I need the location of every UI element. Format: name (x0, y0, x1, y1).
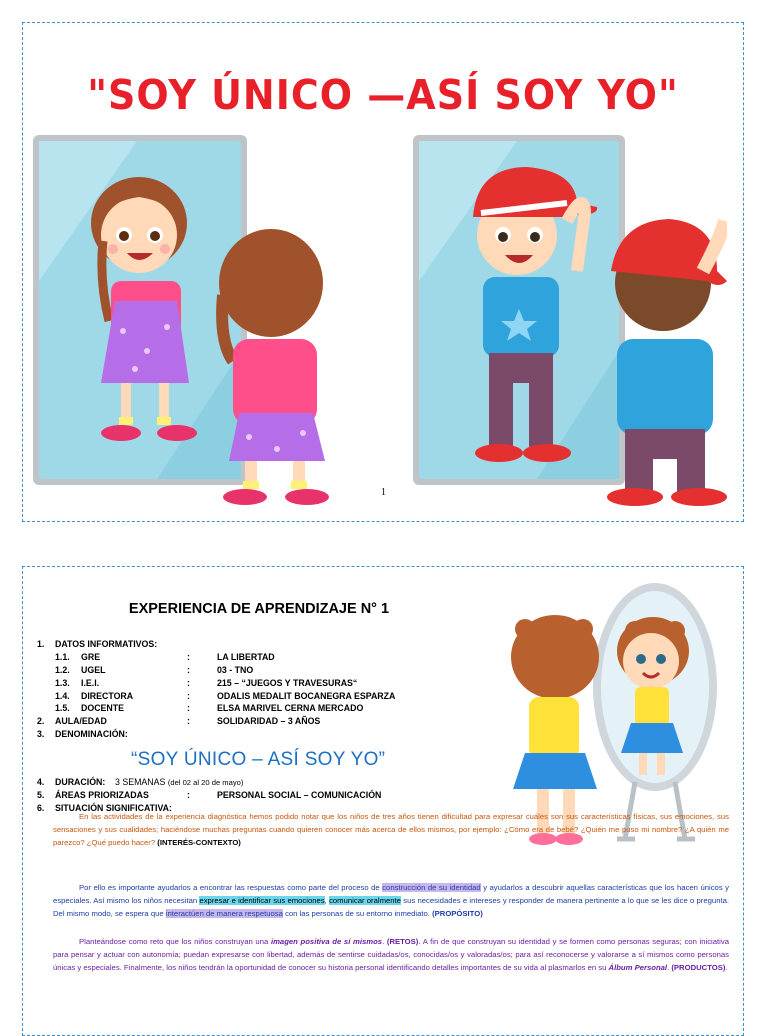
retos-tag: (RETOS) (386, 937, 419, 946)
section-label: DENOMINACIÓN: (55, 729, 128, 740)
paragraph-text: y ayudarlos a descubrir aquellas características que los hacen únicos y especiales. Así mismo los niños necesitan (53, 883, 729, 905)
section-number: 3. (37, 729, 45, 740)
section-number: 5. (37, 789, 45, 800)
item-label: I.E.I. (81, 677, 100, 688)
paragraph-text: . A fin de que construyan su identidad y se formen como personas seguras; con iniciativa para pensar y actuar con autonomía; puedan expresarse con libertad, además de sentirse cuidadas/os, conocidas/os y valoradas/os; para así reconocerse y valorarse a sí mismos como personas únicas y especiales. Finalmente, los niños tendrán la oportunidad de conocer su historia personal identificando detalles importantes de su vida al plasmarlos en su (53, 937, 730, 972)
item-colon: : (187, 664, 190, 675)
item-value: 03 - TNO (217, 664, 254, 675)
paragraph-text: . (725, 963, 728, 972)
item-number: 1.1. (55, 651, 70, 662)
item-value: LA LIBERTAD (217, 651, 275, 662)
item-number: 1.3. (55, 677, 70, 688)
item-number: 1.2. (55, 664, 70, 675)
cover-title: "SOY ÚNICO —ASÍ SOY YO" (87, 71, 679, 119)
datos-item (37, 691, 477, 704)
situacion-paragraph-3 (53, 935, 729, 974)
duracion-dates: (del 02 al 20 de mayo) (167, 778, 244, 787)
situacion-paragraph-1 (53, 810, 729, 849)
item-colon: : (187, 703, 190, 714)
paragraph-text: , (324, 896, 327, 905)
proposito-tag: (PROPÓSITO) (432, 909, 483, 918)
item-value: SOLIDARIDAD – 3 AÑOS (217, 716, 321, 727)
section-label: SITUACIÓN SIGNIFICATIVA: (55, 802, 172, 813)
section-label: DURACIÓN: (55, 777, 106, 787)
girl-mirror-illustration (27, 131, 357, 511)
cover-page (22, 22, 744, 522)
section-label: AULA/EDAD (55, 716, 107, 727)
paragraph-text: En las actividades de la experiencia diagnóstica hemos podido notar que los niños de tres años tienen dificultad para expresar cuáles son sus características físicas, sus emociones, sus sensaciones y sus cualidades; haciéndose muchas preguntas cuando quieren conocer más acerca de ellos mismos, por ejemplo: ¿Cómo era de bebé? ¿Quién me puso mi nombre? ¿A quién me parezco? ¿Qué puedo hacer? (53, 812, 729, 847)
datos-informativos (37, 639, 477, 742)
paragraph-text: Planteándose como reto que los niños construyan una (79, 937, 269, 946)
item-label: DOCENTE (81, 703, 125, 714)
item-colon: : (187, 789, 190, 800)
item-label: GRE (81, 651, 101, 662)
item-number: 1.5. (55, 703, 70, 714)
item-colon: : (187, 651, 190, 662)
duracion-weeks: 3 SEMANAS (115, 777, 166, 787)
item-value: ODALIS MEDALIT BOCANEGRA ESPARZA (217, 690, 396, 701)
situacion-paragraph-2 (53, 881, 729, 920)
page-number: 1 (381, 487, 386, 498)
duracion-row (37, 777, 477, 790)
section-number: 4. (37, 777, 45, 787)
paragraph-text: con las personas de su entorno inmediato. (285, 909, 430, 918)
duracion-value (115, 777, 243, 787)
section-label: ÁREAS PRIORIZADAS (55, 789, 149, 800)
section-number: 1. (37, 639, 45, 649)
interes-contexto-tag: (INTERÉS-CONTEXTO) (157, 838, 241, 847)
item-colon: : (187, 690, 190, 701)
highlight-identidad: construcción de su identidad (382, 883, 481, 892)
item-value: PERSONAL SOCIAL – COMUNICACIÓN (217, 789, 382, 800)
paragraph-text: Por ello es importante ayudarlos a encontrar las respuestas como parte del proceso de (79, 883, 380, 892)
paragraph-text: sus necesidades e intereses y responder de manera pertinente a lo que se les dice o pregunta. Del mismo modo, se espera que (53, 896, 730, 918)
areas-row (37, 790, 477, 803)
paragraph-text: . (382, 937, 385, 946)
section-number: 2. (37, 716, 45, 727)
boy-back (607, 219, 727, 506)
denominacion-row (37, 729, 477, 742)
productos-tag: (PRODUCTOS) (671, 963, 726, 972)
paragraph-text: . (667, 963, 670, 972)
denominacion-title: “SOY ÚNICO – ASÍ SOY YO” (131, 749, 386, 770)
aula-row (37, 716, 477, 729)
datos-item (37, 678, 477, 691)
boy-mirror-illustration (407, 131, 727, 511)
album-personal-emphasis: Álbum Personal (608, 963, 668, 972)
datos-item (37, 665, 477, 678)
datos-item (37, 703, 477, 716)
highlight-comunicar: comunicar oralmente (329, 896, 401, 905)
item-colon: : (187, 716, 190, 727)
item-number: 1.4. (55, 690, 70, 701)
item-value: ELSA MARIVEL CERNA MERCADO (217, 703, 364, 714)
item-label: UGEL (81, 664, 106, 675)
section-number: 6. (37, 802, 45, 813)
highlight-interactuen: interactúen de manera respetuosa (165, 909, 283, 918)
datos-item (37, 652, 477, 665)
datos-row (37, 639, 477, 652)
item-colon: : (187, 677, 190, 688)
section-label: DATOS INFORMATIVOS: (55, 639, 158, 649)
experience-heading: EXPERIENCIA DE APRENDIZAJE N° 1 (128, 601, 390, 617)
item-label: DIRECTORA (81, 690, 134, 701)
highlight-emociones: expresar e identificar sus emociones (199, 896, 325, 905)
learning-experience-page (22, 566, 744, 1036)
item-value: 215 – “JUEGOS Y TRAVESURAS“ (217, 677, 358, 688)
imagen-positiva-emphasis: imagen positiva de sí mismos (270, 937, 383, 946)
